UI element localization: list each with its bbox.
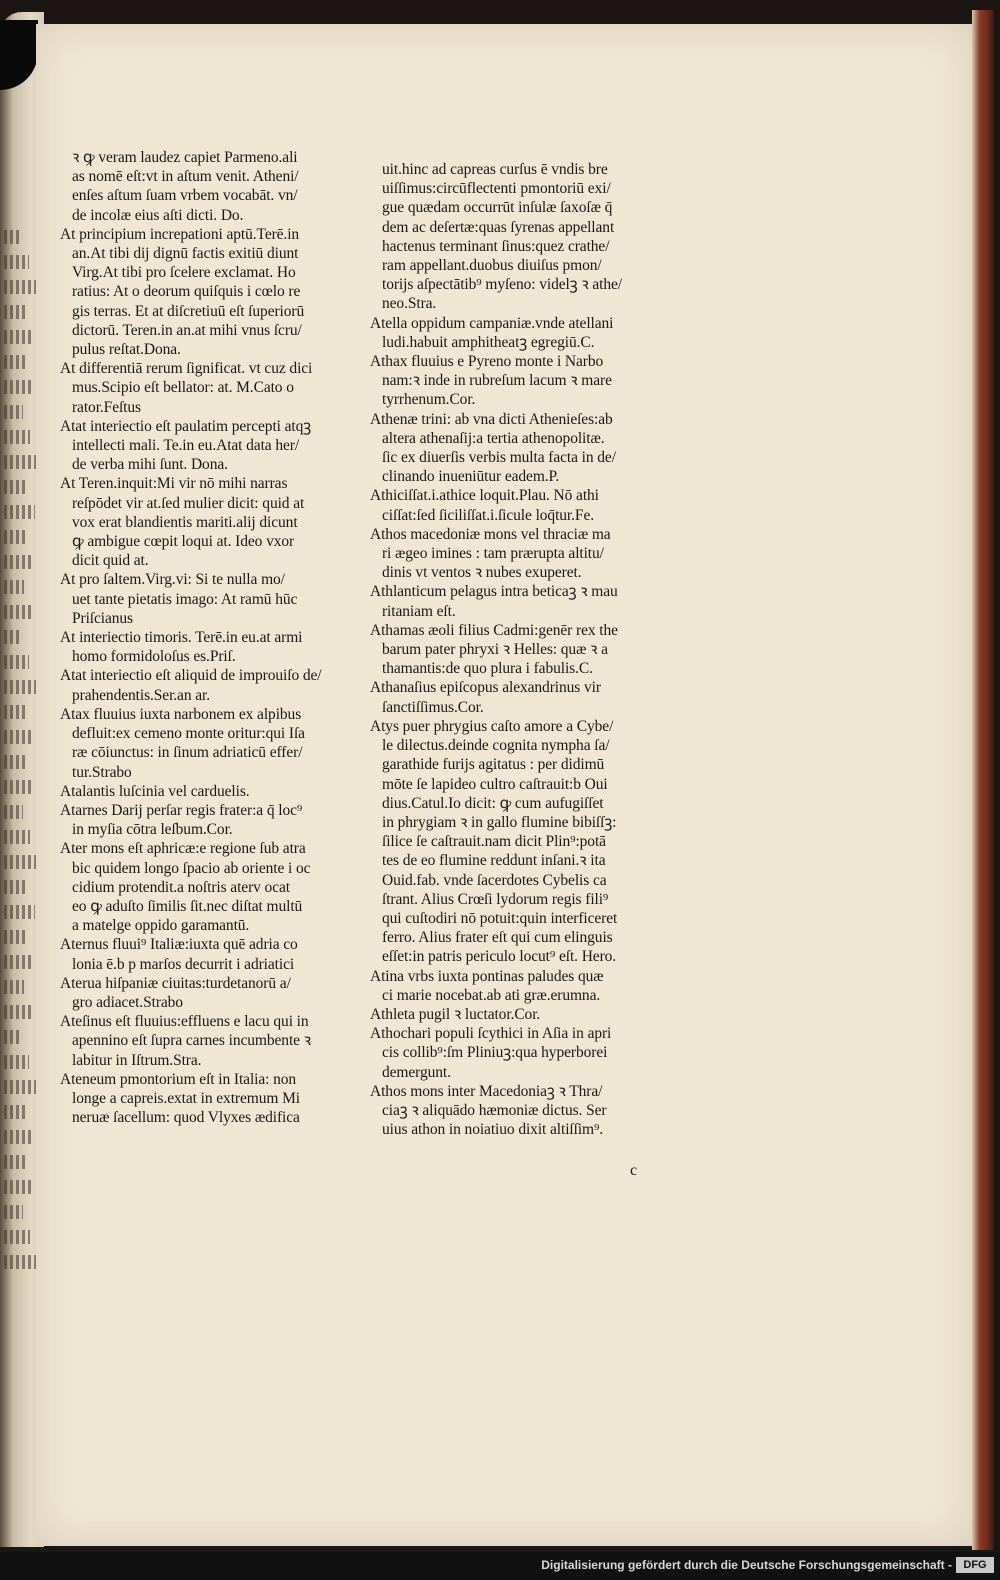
text-line: dinis vt ventos ꝛ nubes exuperet. xyxy=(382,564,582,582)
text-line: Atat interiectio eſt paulatim percepti atqꝫ xyxy=(60,417,312,435)
text-line: rator.Feſtus xyxy=(72,398,141,416)
text-line: Atina vrbs iuxta pontinas paludes quæ xyxy=(370,967,604,985)
previous-page-line xyxy=(4,1180,32,1194)
previous-page-line xyxy=(4,730,34,744)
text-line: Atys puer phrygius caſto amore a Cybe/ xyxy=(370,717,614,735)
text-line: ꝛ ꝙ veram laudez capiet Parmeno.ali xyxy=(72,149,298,166)
text-line: At principium increpationi aptū.Terē.in xyxy=(60,225,300,243)
footer-bar xyxy=(0,1552,1000,1580)
text-line: Athenæ trini: ab vna dicti Athenieſes:ab xyxy=(370,410,613,428)
text-line: ri ægeo imines : tam prærupta altitu/ xyxy=(382,545,604,563)
text-line: Atat interiectio eſt aliquid de improuiſo de/ xyxy=(60,667,322,685)
text-line: as nomē eſt:vt in aſtum venit. Atheni/ xyxy=(72,168,299,186)
previous-page-line xyxy=(4,1005,31,1019)
text-line: pulus reſtat.Dona. xyxy=(72,341,181,359)
previous-page-line xyxy=(4,305,27,319)
previous-page-line xyxy=(4,855,37,869)
text-line: demergunt. xyxy=(382,1063,451,1081)
previous-page-line xyxy=(4,930,26,944)
text-line: ꝙ ambigue cœpit loqui at. Ideo vxor xyxy=(72,533,295,551)
text-line: de verba mihi ſunt. Dona. xyxy=(72,456,228,474)
text-line: Ater mons eſt aphricæ:e regione ſub atra xyxy=(60,840,306,858)
text-line: Athleta pugil ꝛ luctator.Cor. xyxy=(370,1005,541,1023)
text-line: Athlanticum pelagus intra beticaꝫ ꝛ mau xyxy=(370,583,618,601)
text-line: Ateſinus eſt fluuius:effluens e lacu qui in xyxy=(60,1013,309,1031)
text-line: ſic ex diuerſis verbis multa facta in de/ xyxy=(382,449,616,467)
previous-page-line xyxy=(4,230,22,244)
text-line: At Teren.inquit:Mi vir nō mihi narras xyxy=(60,475,288,493)
text-line: Athax fluuius e Pyreno monte i Narbo xyxy=(370,353,604,371)
text-line: nam:ꝛ inde in rubreſum lacum ꝛ mare xyxy=(382,372,612,390)
text-line: mus.Scipio eſt bellator: at. M.Cato o xyxy=(72,379,294,397)
text-line: altera athenaſij:a tertia athenopolitæ. xyxy=(382,429,605,447)
text-line: Athiciſſat.i.athice loquit.Plau. Nō athi xyxy=(370,487,599,505)
previous-page-line xyxy=(4,280,36,294)
text-line: ſtrant. Alius Crœſi lydorum regis fili⁹ xyxy=(382,890,609,908)
text-line: gue quædam occurrūt inſulæ ſaxoſæ q̄ xyxy=(382,199,613,217)
previous-page-line xyxy=(4,805,23,819)
text-line: Atax fluuius iuxta narbonem ex alpibus xyxy=(60,705,302,723)
previous-page-line xyxy=(4,455,37,469)
previous-page-line xyxy=(4,1255,37,1269)
text-line: uit.hinc ad capreas curſus ē vndis bre xyxy=(382,161,608,178)
text-line: de incolæ eius aſti dicti. Do. xyxy=(72,206,244,224)
previous-page-line xyxy=(4,505,35,519)
text-line: uiſſimus:circūflectenti pmontoriū exi/ xyxy=(382,180,611,198)
previous-page-line xyxy=(4,480,28,494)
previous-page-line xyxy=(4,680,36,694)
text-line: prahendentis.Ser.an ar. xyxy=(72,686,211,704)
text-line: clinando inueniūtur eadem.P. xyxy=(382,468,560,486)
text-line: ciſſat:ſed ſiciliſſat.i.ſicule loq̄tur.Fe. xyxy=(382,506,594,524)
text-line: At interiectio timoris. Terē.in eu.at armi xyxy=(60,629,303,647)
text-line: lonia ē.b p marſos decurrit i adriatici xyxy=(72,955,295,973)
book-binding xyxy=(972,10,994,1550)
previous-page-line xyxy=(4,880,28,894)
text-line: dius.Catul.Io dicit: ꝙ cum aufugiſſet xyxy=(382,794,604,812)
previous-page-line xyxy=(4,555,33,569)
text-line: reſpōdet vir at.ſed mulier dicit: quid at xyxy=(72,494,305,512)
text-line: Aternus fluui⁹ Italiæ:iuxta quē adria co xyxy=(60,936,298,954)
text-line: an.At tibi dij dignū factis exitiū diunt xyxy=(72,245,299,263)
text-line: ræ cōiunctus: in ſinum adriaticū effer/ xyxy=(72,744,303,762)
text-line: At pro ſaltem.Virg.vi: Si te nulla mo/ xyxy=(60,571,285,589)
text-line: neo.Stra. xyxy=(382,295,437,313)
text-line: dicit quid at. xyxy=(72,552,149,570)
text-line: Athos macedoniæ mons vel thraciæ ma xyxy=(370,525,611,543)
text-line: dem ac deſertæ:quas ſyrenas appellant xyxy=(382,218,615,236)
text-line: cis collib⁹:ſm Pliniuꝫ:qua hyperborei xyxy=(382,1044,608,1062)
previous-page-line xyxy=(4,1105,27,1119)
text-line: Atella oppidum campaniæ.vnde atellani xyxy=(370,314,614,332)
text-line: labitur in Iſtrum.Stra. xyxy=(72,1051,202,1069)
text-line: Aterua hiſpaniæ ciuitas:turdetanorū a/ xyxy=(60,974,291,992)
text-line: Athochari populi ſcythici in Aſia in apri xyxy=(370,1025,612,1043)
previous-page-line xyxy=(4,355,25,369)
previous-page-line xyxy=(4,780,32,794)
previous-page-line xyxy=(4,605,31,619)
previous-page-line xyxy=(4,1080,36,1094)
text-line: defluit:ex cemeno monte oritur:qui Iſa xyxy=(72,725,305,743)
text-line: neruæ ſacellum: quod Vlyxes ædifica xyxy=(72,1109,300,1127)
text-line: Athamas æoli filius Cadmi:genēr rex the xyxy=(370,621,618,639)
text-line: At differentiā rerum ſignificat. vt cuz dici xyxy=(60,360,313,378)
text-line: torijs aſpectātib⁹ myſeno: videlꝫ ꝛ athe/ xyxy=(382,276,622,294)
text-line: ritaniam eſt. xyxy=(382,602,456,620)
text-line: barum pater phryxi ꝛ Helles: quæ ꝛ a xyxy=(382,641,608,659)
previous-page-line xyxy=(4,830,30,844)
previous-page-line xyxy=(4,1130,34,1144)
text-line: cidium protendit.a noſtris aterv ocat xyxy=(72,878,290,896)
text-line: vox erat blandientis mariti.alij dicunt xyxy=(72,513,298,531)
text-line: in myſia cōtra leſbum.Cor. xyxy=(72,821,233,839)
text-line: apennino eſt ſupra carnes incumbente ꝛ xyxy=(72,1032,311,1050)
previous-page-line xyxy=(4,630,22,644)
previous-page-line xyxy=(4,380,32,394)
text-line: ram appellant.duobus diuiſus pmon/ xyxy=(382,257,602,275)
previous-page-line xyxy=(4,1155,25,1169)
left-text-column xyxy=(60,148,380,1127)
previous-page-line xyxy=(4,405,23,419)
text-line: Virg.At tibi pro ſcelere exclamat. Ho xyxy=(72,264,296,282)
text-line: ferro. Alius frater eſt qui cum elinguis xyxy=(382,929,613,947)
text-line: homo formidoloſus es.Priſ. xyxy=(72,648,236,666)
right-text-column xyxy=(370,160,690,1139)
text-line: Atarnes Darij perſar regis frater:a q̄ loc⁹ xyxy=(60,801,303,819)
signature-mark: c xyxy=(630,1162,638,1179)
previous-page-line xyxy=(4,1055,29,1069)
text-line: ludi.habuit amphitheatꝫ egregiū.C. xyxy=(382,333,595,351)
previous-page-line xyxy=(4,980,24,994)
text-line: Ateneum pmontorium eſt in Italia: non xyxy=(60,1070,297,1088)
text-line: Athos mons inter Macedoniaꝫ ꝛ Thra/ xyxy=(370,1082,603,1100)
text-line: ciaꝫ ꝛ aliquādo hæmoniæ dictus. Ser xyxy=(382,1101,607,1119)
previous-page-line xyxy=(4,580,24,594)
text-line: eo ꝙ aduſto ſimilis ſit.nec diſtat multū xyxy=(72,897,303,915)
previous-page-line xyxy=(4,255,29,269)
previous-page-line xyxy=(4,655,29,669)
previous-page-line xyxy=(4,330,34,344)
text-line: Ouid.fab. vnde ſacerdotes Cybelis ca xyxy=(382,871,607,889)
text-line: a matelge oppido garamantū. xyxy=(72,917,250,935)
text-line: hactenus terminant ſinus:quez crathe/ xyxy=(382,237,610,255)
previous-page-line xyxy=(4,755,25,769)
text-line: bic quidem longo ſpacio ab oriente i oc xyxy=(72,859,311,877)
text-line: garathide furijs agitatus : per didimū xyxy=(382,756,605,774)
text-line: Athanaſius epiſcopus alexandrinus vir xyxy=(370,679,601,697)
text-line: thamantis:de quo plura i fabulis.C. xyxy=(382,660,593,678)
previous-page-text-fragment xyxy=(4,230,38,1280)
text-line: tyrrhenum.Cor. xyxy=(382,391,476,409)
previous-page-line xyxy=(4,1030,22,1044)
text-line: mōte ſe lapideo cultro caſtrauit:b Oui xyxy=(382,775,608,793)
previous-page-line xyxy=(4,1230,30,1244)
text-line: ſilice ſe caſtrauit.nam dicit Plin⁹:potā xyxy=(382,833,606,851)
previous-page-line xyxy=(4,705,27,719)
previous-page-line xyxy=(4,1205,23,1219)
text-line: uius athon in noiatiuo dixit altiſſim⁹. xyxy=(382,1121,604,1139)
text-line: tes de eo flumine reddunt inſani.ꝛ ita xyxy=(382,852,606,870)
text-line: enſes aſtum ſuam vrbem vocabāt. vn/ xyxy=(72,187,298,205)
text-line: dictorū. Teren.in an.at mihi vnus ſcru/ xyxy=(72,321,302,339)
text-line: gro adiacet.Strabo xyxy=(72,993,183,1011)
text-line: longe a capreis.extat in extremum Mi xyxy=(72,1089,300,1107)
text-line: Atalantis luſcinia vel carduelis. xyxy=(60,782,250,800)
text-line: ci marie nocebat.ab ati græ.erumna. xyxy=(382,986,601,1004)
text-line: gis terras. Et at diſcretiuū eſt ſuperiorū xyxy=(72,302,305,320)
dfg-logo: DFG xyxy=(956,1557,994,1573)
funding-notice: Digitalisierung gefördert durch die Deutsche Forschungsgemeinschaft - xyxy=(541,1558,952,1572)
text-line: ratius: At o deorum quiſquis i cœlo re xyxy=(72,283,301,301)
previous-page-line xyxy=(4,905,35,919)
text-line: ſanctiſſimus.Cor. xyxy=(382,698,484,716)
previous-page-line xyxy=(4,955,33,969)
text-line: qui cuſtodiri nō potuit:quin interficeret xyxy=(382,909,618,927)
previous-page-line xyxy=(4,530,26,544)
text-line: uet tante pietatis imago: At ramū hūc xyxy=(72,590,298,608)
text-line: in phrygiam ꝛ in gallo flumine bibiſſꝫ: xyxy=(382,813,617,831)
text-line: eſſet:in patris periculo locut⁹ eſt. Hero. xyxy=(382,948,617,966)
text-line: le dilectus.deinde cognita nympha ſa/ xyxy=(382,737,610,755)
text-line: tur.Strabo xyxy=(72,763,132,781)
text-line: intellecti mali. Te.in eu.Atat data her/ xyxy=(72,437,300,455)
text-line: Priſcianus xyxy=(72,609,133,627)
previous-page-line xyxy=(4,430,30,444)
